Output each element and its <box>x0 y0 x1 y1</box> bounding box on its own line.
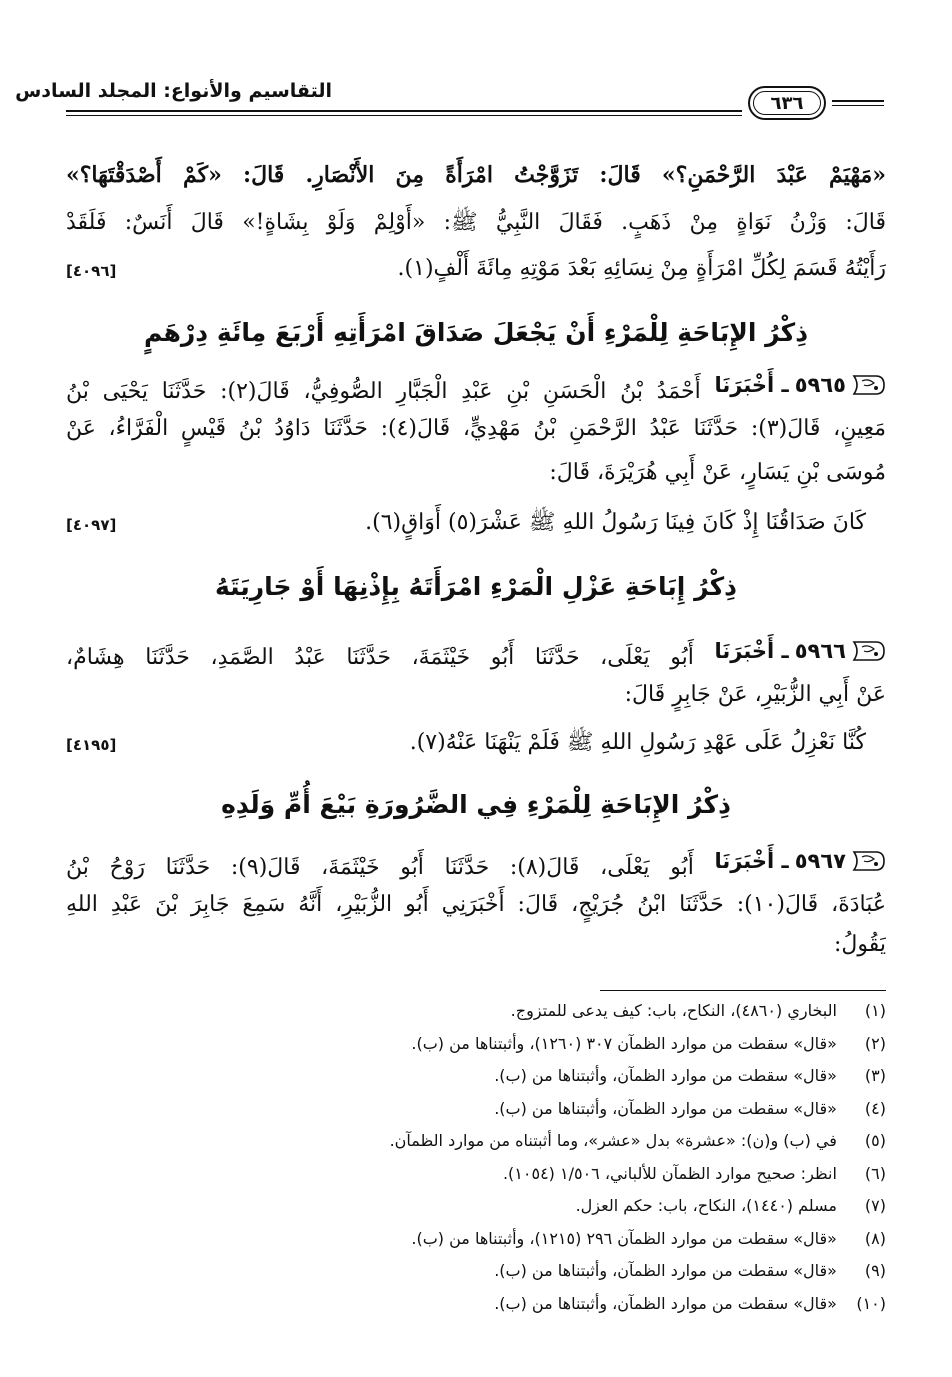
footnote-number: (٥) <box>864 1131 886 1150</box>
hadith-number-block <box>715 362 887 408</box>
matn-line: كَانَ صَدَاقُنَا إِذْ كَانَ فِينَا رَسُولُ اللهِ ﷺ عَشْرَ(٥) أَوَاقٍ(٦). <box>365 510 866 535</box>
page-number-badge <box>748 86 826 120</box>
isnad-first-line <box>66 838 886 884</box>
hadith-reference: [٤٠٩٧] <box>66 516 117 534</box>
footnote-text: «قال» سقطت من موارد الظمآن، وأثبتناها من (ب). <box>494 1066 842 1085</box>
text-line: يَقُولُ: <box>833 932 886 957</box>
isnad-text: أَحْمَدُ بْنُ الْحَسَنِ بْنِ عَبْدِ الْجَبَّارِ الصُّوفِيُّ، قَالَ(٢): حَدَّثَنَا يَحْيَى بْنُ <box>66 379 701 404</box>
footnote-text: «قال» سقطت من موارد الظمآن، وأثبتناها من (ب). <box>494 1261 842 1280</box>
footnote-number: (٦) <box>864 1163 886 1183</box>
footnote-number: (٣) <box>864 1066 886 1085</box>
text-line: عُبَادَةَ، قَالَ(١٠): حَدَّثَنَا ابْنُ جُرَيْجٍ، قَالَ: أَخْبَرَنِي أَبُو الزُّبَيْرِ، أَنَّهُ سَمِعَ جَابِرَ بْنَ عَبْدِ اللهِ <box>66 892 886 917</box>
text-line: مَعِينٍ، قَالَ(٣): حَدَّثَنَا عَبْدُ الرَّحْمَنِ بْنُ مَهْدِيٍّ، قَالَ(٤): حَدَّثَنَا دَاوُدُ بْنُ قَيْسٍ الْفَرَّاءُ، عَنْ <box>66 416 886 441</box>
isnad-text: أَبُو يَعْلَى، قَالَ(٨): حَدَّثَنَا أَبُو خَيْثَمَةَ، قَالَ(٩): حَدَّثَنَا رَوْحُ بْنُ <box>66 855 694 880</box>
section-heading: ذِكْرُ الإِبَاحَةِ لِلْمَرْءِ أَنْ يَجْعَلَ صَدَاقَ امْرَأَتِهِ أَرْبَعَ مِائَةِ دِرْهَمٍ <box>143 318 809 347</box>
footnote-text: في (ب) و(ن): «عشرة» بدل «عشر»، وما أثبتناه من موارد الظمآن. <box>389 1131 842 1150</box>
footnote <box>106 1195 886 1217</box>
akhbarana-label: ـ أَخْبَرَنَا <box>714 849 789 873</box>
footnote <box>106 1260 886 1282</box>
header-rule <box>832 100 884 102</box>
footnote <box>106 1098 886 1120</box>
hadith-number-block <box>715 628 887 674</box>
matn-line: كُنَّا نَعْزِلُ عَلَى عَهْدِ رَسُولِ اللهِ ﷺ فَلَمْ يَنْهَنَا عَنْهُ(٧). <box>409 730 866 755</box>
ornament-icon <box>852 848 886 874</box>
footnote-number: (١) <box>864 1001 886 1020</box>
hadith-number: ٥٩٦٧ <box>794 849 846 873</box>
footnote-text: البخاري (٤٨٦٠)، النكاح، باب: كيف يدعى للمتزوج. <box>510 1001 842 1020</box>
footnote-number: (٨) <box>864 1228 886 1248</box>
footnote <box>106 1130 886 1152</box>
isnad-first-line <box>66 362 886 408</box>
page-number: ٦٣٦ <box>753 91 821 115</box>
footnote-number: (٧) <box>864 1196 886 1215</box>
footnote-number: (٤) <box>864 1098 886 1118</box>
text-line: عَنْ أَبِي الزُّبَيْرِ، عَنْ جَابِرٍ قَالَ: <box>624 682 886 707</box>
header-rule <box>66 115 742 116</box>
footnote <box>106 1033 886 1055</box>
footnote-text: «قال» سقطت من موارد الظمآن ٢٩٦ (١٢١٥)، وأثبتناها من (ب). <box>411 1228 842 1248</box>
hadith-number: ٥٩٦٦ <box>794 639 847 663</box>
footnote <box>106 1228 886 1250</box>
hadith-number: ٥٩٦٥ <box>794 373 847 397</box>
footnote <box>106 1293 886 1315</box>
hadith-reference: [٤٠٩٦] <box>66 262 117 280</box>
footnote-number: (١٠) <box>856 1293 886 1313</box>
akhbarana-label: ـ أَخْبَرَنَا <box>714 639 789 663</box>
footnote-text: مسلم (١٤٤٠)، النكاح، باب: حكم العزل. <box>575 1196 842 1215</box>
footnote-number: (٢) <box>864 1033 886 1053</box>
footnote <box>106 1000 886 1022</box>
footnote <box>106 1163 886 1185</box>
section-heading: ذِكْرُ الإِبَاحَةِ لِلْمَرْءِ فِي الضَّرُورَةِ بَيْعَ أُمِّ وَلَدِهِ <box>221 790 731 819</box>
footnote-separator <box>600 990 886 991</box>
text-line: رَأَيْتُهُ قَسَمَ لِكُلِّ امْرَأَةٍ مِنْ نِسَائِهِ بَعْدَ مَوْتِهِ مِائَةَ أَلْفٍ(١). <box>397 256 886 281</box>
running-title: التقاسيم والأنواع: المجلد السادس <box>15 80 332 102</box>
section-heading: ذِكْرُ إِبَاحَةِ عَزْلِ الْمَرْءِ امْرَأَتَهُ بِإِذْنِهَا أَوْ جَارِيَتَهُ <box>215 572 737 601</box>
footnote <box>106 1065 886 1087</box>
text-line: مُوسَى بْنِ يَسَارٍ، عَنْ أَبِي هُرَيْرَةَ، قَالَ: <box>549 460 886 485</box>
text-line: «مَهْيَمْ عَبْدَ الرَّحْمَنِ؟» قَالَ: تَزَوَّجْتُ امْرَأَةً مِنَ الأَنْصَارِ. قَالَ: «كَمْ أَصْدَقْتَهَا؟» <box>66 162 886 188</box>
isnad-first-line <box>66 628 886 674</box>
header-rule <box>66 110 742 112</box>
footnote-text: انظر: صحيح موارد الظمآن للألباني، ١/٥٠٦ (١٠٥٤). <box>502 1163 842 1183</box>
hadith-reference: [٤١٩٥] <box>66 736 117 754</box>
footnote-text: «قال» سقطت من موارد الظمآن، وأثبتناها من (ب). <box>494 1098 842 1118</box>
ornament-icon <box>852 638 886 664</box>
footnote-text: «قال» سقطت من موارد الظمآن، وأثبتناها من (ب). <box>494 1293 842 1313</box>
akhbarana-label: ـ أَخْبَرَنَا <box>714 373 789 397</box>
isnad-text: أَبُو يَعْلَى، حَدَّثَنَا أَبُو خَيْثَمَةَ، حَدَّثَنَا عَبْدُ الصَّمَدِ، حَدَّثَنَا هِشَامٌ، <box>66 645 694 670</box>
hadith-number-block <box>714 838 886 884</box>
footnote-number: (٩) <box>864 1261 886 1280</box>
footnote-text: «قال» سقطت من موارد الظمآن ٣٠٧ (١٢٦٠)، وأثبتناها من (ب). <box>411 1033 842 1053</box>
header-rule <box>832 105 884 106</box>
ornament-icon <box>852 372 886 398</box>
text-line: قَالَ: وَزْنُ نَوَاةٍ مِنْ ذَهَبٍ. فَقَالَ النَّبِيُّ ﷺ: «أَوْلِمْ وَلَوْ بِشَاةٍ!» قَالَ أَنَسٌ: فَلَقَدْ <box>66 210 886 235</box>
